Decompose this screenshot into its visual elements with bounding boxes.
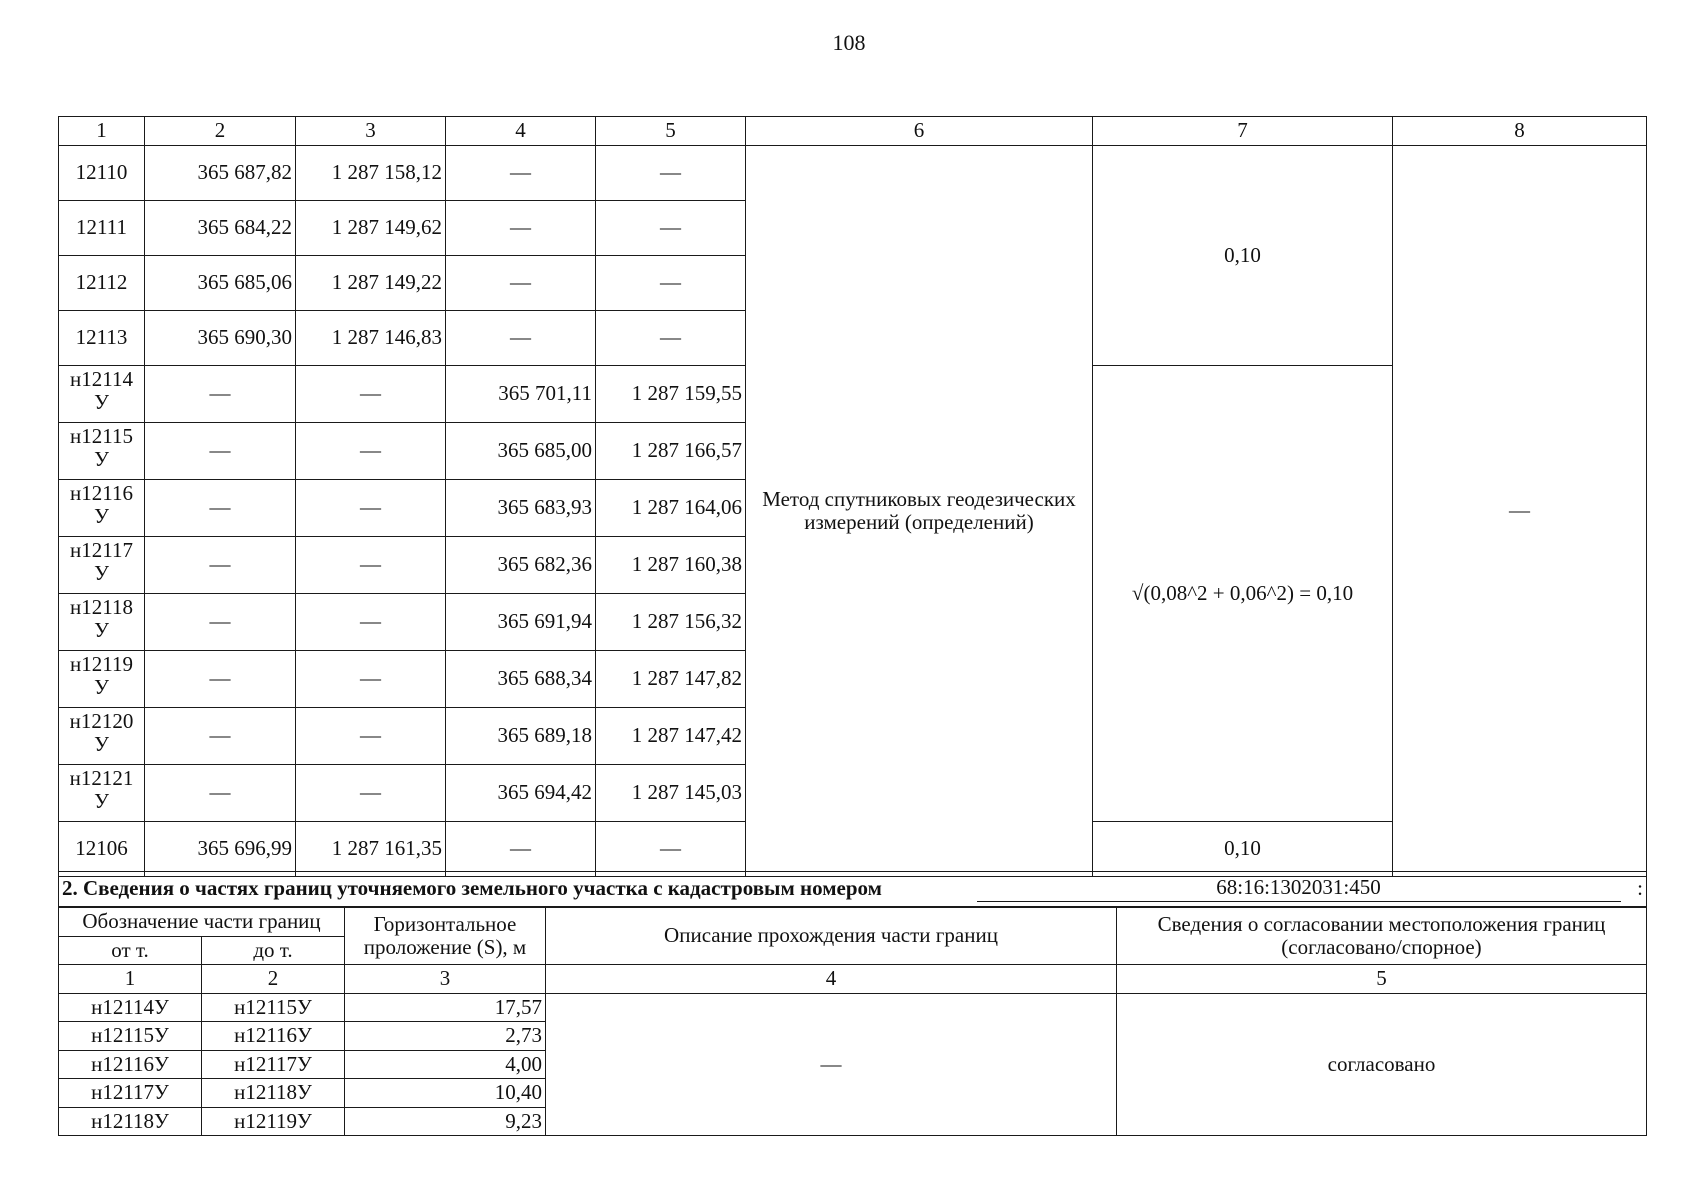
- table-row: [59, 993, 1647, 1022]
- from-point: н12114У: [59, 993, 202, 1022]
- column-number: 7: [1093, 117, 1393, 146]
- section-2-title-table: [58, 871, 1647, 907]
- column-number: 1: [59, 965, 202, 994]
- new-y: 1 287 147,82: [596, 651, 746, 708]
- existing-x: 365 685,06: [145, 256, 296, 311]
- point-id: н12118 У: [59, 594, 145, 651]
- new-y: —: [596, 256, 746, 311]
- column-number: 1: [59, 117, 145, 146]
- accuracy-formula-cell: √(0,08^2 + 0,06^2) = 0,10: [1093, 366, 1393, 822]
- new-y: —: [596, 146, 746, 201]
- existing-y: 1 287 149,22: [296, 256, 446, 311]
- point-id: н12115 У: [59, 423, 145, 480]
- new-x: —: [446, 311, 596, 366]
- existing-y: —: [296, 423, 446, 480]
- to-point: н12116У: [202, 1022, 345, 1051]
- new-x: —: [446, 822, 596, 877]
- existing-y: —: [296, 708, 446, 765]
- point-id: 12112: [59, 256, 145, 311]
- existing-y: —: [296, 537, 446, 594]
- column-number: 2: [145, 117, 296, 146]
- horizontal-length: 2,73: [345, 1022, 546, 1051]
- to-point: н12117У: [202, 1050, 345, 1079]
- existing-y: —: [296, 480, 446, 537]
- new-y: 1 287 166,57: [596, 423, 746, 480]
- accuracy-cell: 0,10: [1093, 822, 1393, 877]
- description-cell: —: [546, 993, 1117, 1136]
- point-id: н12116 У: [59, 480, 145, 537]
- existing-y: —: [296, 594, 446, 651]
- page-number: 108: [832, 30, 866, 55]
- new-y: 1 287 164,06: [596, 480, 746, 537]
- new-x: 365 682,36: [446, 537, 596, 594]
- point-id: н12121 У: [59, 765, 145, 822]
- existing-y: 1 287 158,12: [296, 146, 446, 201]
- new-y: 1 287 145,03: [596, 765, 746, 822]
- from-point: н12115У: [59, 1022, 202, 1051]
- existing-y: 1 287 161,35: [296, 822, 446, 877]
- new-x: —: [446, 201, 596, 256]
- new-y: —: [596, 311, 746, 366]
- to-point: н12118У: [202, 1079, 345, 1108]
- section-2-colon: :: [1624, 872, 1647, 907]
- table-row: [59, 146, 1647, 201]
- cadastral-number-cell: [974, 872, 1624, 907]
- new-y: 1 287 159,55: [596, 366, 746, 423]
- cadastral-number: 68:16:1302031:450: [977, 876, 1621, 901]
- boundary-parts-table: [58, 907, 1647, 1136]
- header-horizontal-length: Горизонтальное проложение (S), м: [345, 908, 546, 965]
- existing-x: —: [145, 594, 296, 651]
- column-number: 2: [202, 965, 345, 994]
- column-number: 8: [1393, 117, 1647, 146]
- existing-x: 365 684,22: [145, 201, 296, 256]
- point-id: 12111: [59, 201, 145, 256]
- to-point: н12119У: [202, 1107, 345, 1136]
- new-y: 1 287 156,32: [596, 594, 746, 651]
- column-numbers-row: [59, 965, 1647, 994]
- new-y: 1 287 147,42: [596, 708, 746, 765]
- section-2-title: 2. Сведения о частях границ уточняемого земельного участка с кадастровым номером: [59, 872, 974, 907]
- point-id: н12117 У: [59, 537, 145, 594]
- column-number: 5: [1117, 965, 1647, 994]
- new-x: 365 688,34: [446, 651, 596, 708]
- coordinates-table: [58, 116, 1647, 877]
- existing-x: —: [145, 708, 296, 765]
- header-agreement: Сведения о согласовании местоположения границ (согласовано/спорное): [1117, 908, 1647, 965]
- from-point: н12116У: [59, 1050, 202, 1079]
- column-number: 6: [746, 117, 1093, 146]
- existing-y: —: [296, 765, 446, 822]
- existing-x: —: [145, 366, 296, 423]
- point-id: н12114 У: [59, 366, 145, 423]
- existing-x: —: [145, 537, 296, 594]
- column-number: 3: [296, 117, 446, 146]
- existing-x: —: [145, 651, 296, 708]
- existing-x: 365 690,30: [145, 311, 296, 366]
- point-id: 12106: [59, 822, 145, 877]
- column-number: 3: [345, 965, 546, 994]
- existing-y: 1 287 149,62: [296, 201, 446, 256]
- point-id: 12110: [59, 146, 145, 201]
- new-x: 365 701,11: [446, 366, 596, 423]
- new-x: 365 689,18: [446, 708, 596, 765]
- existing-x: 365 696,99: [145, 822, 296, 877]
- coordinates-header-row: [59, 117, 1647, 146]
- header-description: Описание прохождения части границ: [546, 908, 1117, 965]
- header-boundary-part: Обозначение части границ: [59, 908, 345, 937]
- existing-x: —: [145, 423, 296, 480]
- horizontal-length: 4,00: [345, 1050, 546, 1079]
- method-cell: Метод спутниковых геодезических измерений (определений): [746, 146, 1093, 877]
- horizontal-length: 9,23: [345, 1107, 546, 1136]
- existing-x: 365 687,82: [145, 146, 296, 201]
- existing-y: —: [296, 651, 446, 708]
- from-point: н12117У: [59, 1079, 202, 1108]
- new-x: 365 685,00: [446, 423, 596, 480]
- header-from-point: от т.: [59, 936, 202, 965]
- to-point: н12115У: [202, 993, 345, 1022]
- new-y: 1 287 160,38: [596, 537, 746, 594]
- new-y: —: [596, 201, 746, 256]
- new-y: —: [596, 822, 746, 877]
- existing-y: 1 287 146,83: [296, 311, 446, 366]
- new-x: 365 683,93: [446, 480, 596, 537]
- from-point: н12118У: [59, 1107, 202, 1136]
- point-id: н12119 У: [59, 651, 145, 708]
- new-x: 365 694,42: [446, 765, 596, 822]
- header-to-point: до т.: [202, 936, 345, 965]
- existing-x: —: [145, 480, 296, 537]
- existing-y: —: [296, 366, 446, 423]
- column-number: 4: [546, 965, 1117, 994]
- new-x: —: [446, 146, 596, 201]
- column-number: 5: [596, 117, 746, 146]
- point-id: 12113: [59, 311, 145, 366]
- horizontal-length: 17,57: [345, 993, 546, 1022]
- accuracy-cell: 0,10: [1093, 146, 1393, 366]
- existing-x: —: [145, 765, 296, 822]
- column-8-cell: —: [1393, 146, 1647, 877]
- column-number: 4: [446, 117, 596, 146]
- agreement-cell: согласовано: [1117, 993, 1647, 1136]
- new-x: 365 691,94: [446, 594, 596, 651]
- point-id: н12120 У: [59, 708, 145, 765]
- horizontal-length: 10,40: [345, 1079, 546, 1108]
- new-x: —: [446, 256, 596, 311]
